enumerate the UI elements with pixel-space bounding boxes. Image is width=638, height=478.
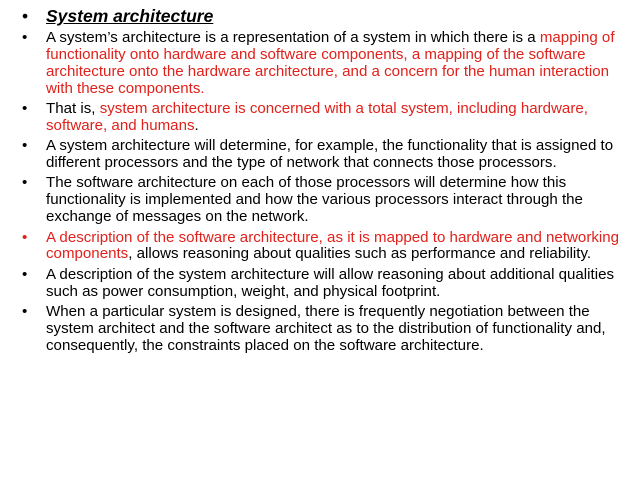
highlighted-text: A description of the software architecture, as it is mapped to hardware and networking components (46, 228, 620, 263)
slide-title: System architecture (46, 6, 214, 26)
body-text: A system’s architecture is a representation of a system in which there is a (46, 29, 540, 46)
bullet-item (22, 267, 622, 301)
bullet-text (46, 303, 606, 354)
highlighted-text: mapping of functionality onto hardware and software components, a mapping of the software architecture onto the hardware architecture, and a concern for the human interaction with these components. (46, 29, 615, 97)
bullet-item (22, 30, 622, 98)
bullet-dot: • (22, 265, 28, 283)
body-text: The software architecture on each of those processors will determine how this functionality is implemented and how the various processors interact through the exchange of messages on the network. (46, 174, 583, 226)
body-text: A description of the system architecture will allow reasoning about additional qualities such as power consumption, weight, and physical footprint. (46, 265, 615, 300)
slide-title-item (22, 6, 622, 26)
bullet-dot: • (22, 29, 28, 46)
bullet-dot: • (22, 228, 28, 246)
bullet-text (46, 174, 583, 225)
body-text: When a particular system is designed, there is frequently negotiation between the system architect and the software architect as to the distribution of functionality and, consequently, the constraints placed on the software architecture. (46, 302, 606, 354)
bullet-dot: • (22, 6, 29, 26)
body-text: , allows reasoning about qualities such as performance and reliability. (128, 245, 592, 263)
body-text: . (194, 116, 199, 134)
bullet-item (22, 175, 622, 226)
bullet-text (46, 229, 619, 263)
bullet-list (22, 6, 622, 358)
bullet-item (22, 230, 622, 264)
bullet-text (46, 137, 613, 171)
bullet-text (46, 266, 614, 300)
bullet-item (22, 304, 622, 355)
highlighted-text: system architecture is concerned with a total system, including hardware, software, and humans (46, 100, 588, 134)
bullet-text (46, 29, 615, 97)
body-text: A system architecture will determine, for example, the functionality that is assigned to different processors and the type of network that connects those processors. (46, 137, 614, 172)
bullet-item (22, 101, 622, 135)
body-text: That is, (46, 100, 100, 118)
bullet-text (46, 100, 588, 134)
bullet-item (22, 138, 622, 172)
bullet-dot: • (22, 100, 28, 118)
bullet-dot: • (22, 174, 28, 192)
bullet-dot: • (22, 137, 28, 155)
bullet-dot: • (22, 302, 28, 320)
